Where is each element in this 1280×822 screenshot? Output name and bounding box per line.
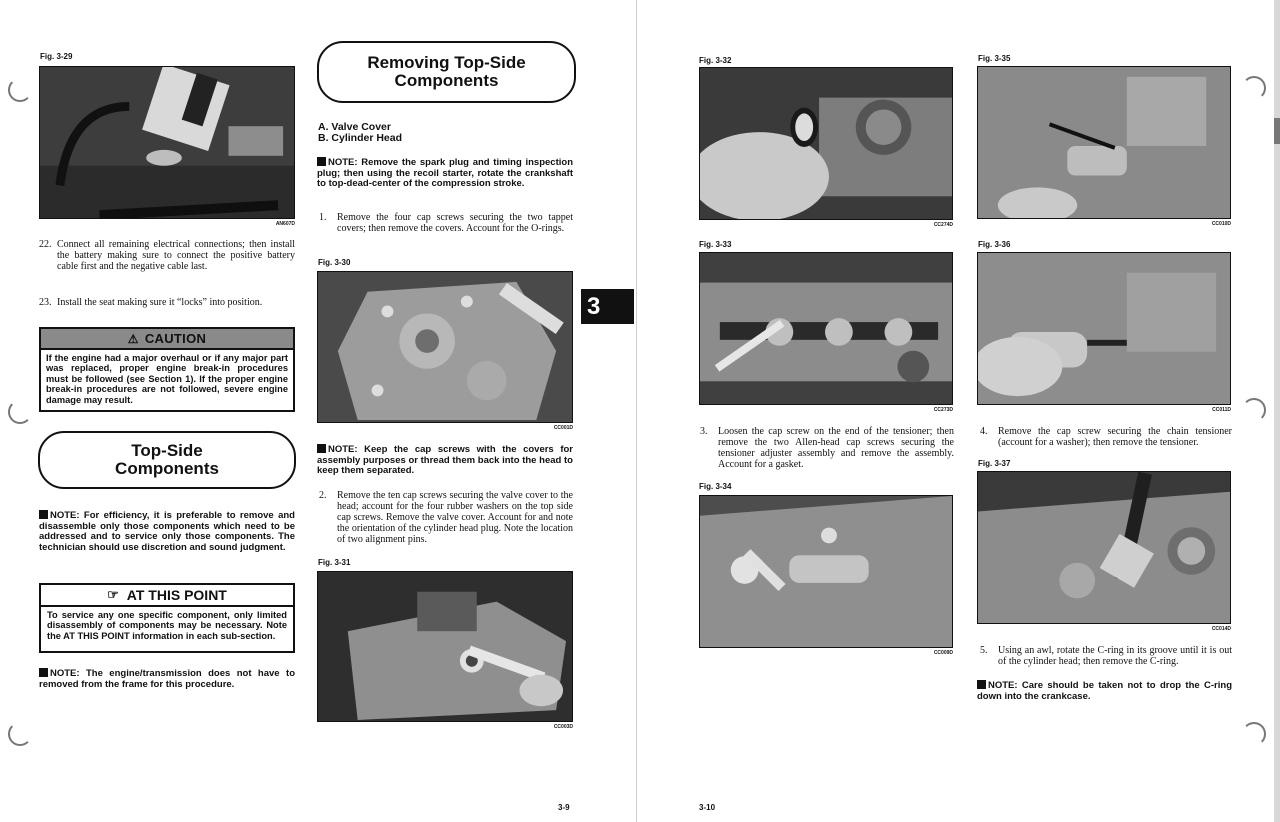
subhead-valve-cover: A. Valve Cover [318, 121, 391, 133]
section-title-line: Top-Side [131, 441, 203, 460]
figure-photo-valve-cover [317, 571, 573, 722]
step-number: 3. [700, 426, 708, 437]
punch-hole-mark [1242, 76, 1266, 100]
at-this-point-title: AT THIS POINT [126, 587, 227, 603]
note-c-ring [977, 680, 1232, 702]
caution-title: CAUTION [144, 331, 207, 346]
note-bullet-icon [317, 157, 326, 166]
step-2 [319, 490, 573, 545]
figure-photo-tappet-covers [317, 271, 573, 423]
scrollbar-thumb[interactable] [1274, 118, 1280, 144]
note-text: NOTE: Remove the spark plug and timing inspection plug; then using the recoil starter, rotate the crankshaft to top-dead-center of the compression stroke. [317, 157, 573, 189]
figure-photo-chain-tensioner [977, 66, 1231, 219]
figure-photo-camshaft [699, 252, 953, 405]
scrollbar[interactable] [1274, 0, 1280, 822]
step-22 [39, 239, 295, 272]
section-title-top-side [38, 431, 296, 489]
step-text: Loosen the cap screw on the end of the tensioner; then remove the two Allen-head cap screws securing the tensioner adjuster assembly and remove the assembly. Account for a gasket. [718, 426, 954, 470]
step-number: 22. [39, 239, 52, 250]
figure-code: CC011D [1212, 407, 1231, 413]
figure-label: Fig. 3-35 [978, 54, 1011, 63]
note-cap-screws [317, 444, 573, 477]
figure-code: CC274D [933, 222, 953, 228]
note-bullet-icon [39, 510, 48, 519]
figure-label: Fig. 3-36 [978, 240, 1011, 249]
figure-label: Fig. 3-32 [699, 56, 732, 65]
step-text: Remove the four cap screws securing the two tappet covers; then remove the covers. Account for the O-rings. [337, 212, 573, 234]
step-number: 2. [319, 490, 327, 501]
figure-label: Fig. 3-30 [318, 258, 351, 267]
figure-code: CC009D [933, 650, 953, 656]
figure-code: CC014D [1211, 626, 1231, 632]
figure-code: CC273D [933, 407, 953, 413]
page-spread-divider [636, 0, 637, 822]
punch-hole-mark [8, 400, 32, 424]
note-bullet-icon [39, 668, 48, 677]
section-title-line: Components [115, 459, 219, 478]
figure-label: Fig. 3-34 [699, 482, 732, 491]
figure-label: Fig. 3-33 [699, 240, 732, 249]
punch-hole-mark [1242, 398, 1266, 422]
note-text: NOTE: Keep the cap screws with the covers for assembly purposes or thread them back into the head to keep them separated. [317, 444, 573, 476]
at-this-point-header [41, 585, 293, 607]
punch-hole-mark [8, 722, 32, 746]
at-this-point-box [39, 583, 295, 653]
figure-code: CC010D [1211, 221, 1231, 227]
figure-code: CC003D [553, 724, 573, 730]
note-frame [39, 668, 295, 690]
step-1 [319, 212, 573, 234]
figure-photo-tensioner-adjuster [699, 495, 953, 648]
step-4 [980, 426, 1232, 448]
page-number: 3-10 [699, 803, 716, 812]
figure-code: CC001D [553, 425, 573, 431]
note-bullet-icon [317, 444, 326, 453]
step-number: 5. [980, 645, 988, 656]
note-text: NOTE: The engine/transmission does not have to removed from the frame for this procedure. [39, 668, 295, 690]
figure-photo-battery-fill [39, 66, 295, 219]
at-this-point-text: To service any one specific component, only limited disassembly of components may be necessary. Note the AT THIS POINT information in each sub-section. [47, 610, 287, 641]
note-efficiency [39, 510, 295, 553]
step-text: Install the seat making sure it “locks” into position. [57, 297, 263, 308]
note-text: NOTE: Care should be taken not to drop the C-ring down into the crankcase. [977, 680, 1232, 702]
section-tab: 3 [581, 289, 634, 324]
figure-code: AN607D [275, 221, 295, 227]
section-title-line: Removing Top-Side [367, 53, 526, 72]
step-number: 23. [39, 297, 52, 308]
warning-triangle-icon: ⚠ [127, 331, 139, 346]
punch-hole-mark [8, 78, 32, 102]
step-text: Connect all remaining electrical connections; then install the battery making sure to connect the positive battery cable first and the negative cable last. [57, 239, 295, 272]
note-spark-plug [317, 157, 573, 190]
note-text: NOTE: For efficiency, it is preferable to remove and disassemble only those components which need to be addressed and to service only those components. The technician should use discretion and sound judgment. [39, 510, 295, 553]
figure-photo-tensioner-cap [699, 67, 953, 220]
figure-label: Fig. 3-37 [978, 459, 1011, 468]
step-text: Remove the ten cap screws securing the valve cover to the head; account for the four rubber washers on the top side cap screws. Remove the valve cover. Account for and note the orientation of the cylinder head plug. Note the location of two alignment pins. [337, 490, 573, 545]
step-3 [700, 426, 954, 470]
step-text: Using an awl, rotate the C-ring in its groove until it is out of the cylinder head; then remove the C-ring. [998, 645, 1232, 667]
step-text: Remove the cap screw securing the chain tensioner (account for a washer); then remove the tensioner. [998, 426, 1232, 448]
step-number: 4. [980, 426, 988, 437]
step-5 [980, 645, 1232, 667]
punch-hole-mark [1242, 722, 1266, 746]
section-title-line: Components [394, 71, 499, 90]
caution-header [41, 329, 293, 350]
step-23 [39, 297, 295, 308]
figure-label: Fig. 3-31 [318, 558, 351, 567]
subhead-cylinder-head: B. Cylinder Head [318, 132, 403, 144]
page-number: 3-9 [558, 803, 570, 812]
note-bullet-icon [977, 680, 986, 689]
step-number: 1. [319, 212, 327, 223]
section-title-removing-top-side [317, 41, 576, 103]
caution-box [39, 327, 295, 412]
caution-text: If the engine had a major overhaul or if any major part was replaced, proper engine break-in procedures must be followed (see Section 1). If the proper engine break-in procedures are not followed, severe engine damage may result. [46, 353, 288, 405]
figure-photo-tensioner-removal [977, 252, 1231, 405]
figure-photo-c-ring [977, 471, 1231, 624]
pointing-hand-icon: ☞ [107, 587, 119, 602]
figure-label: Fig. 3-29 [40, 52, 73, 61]
